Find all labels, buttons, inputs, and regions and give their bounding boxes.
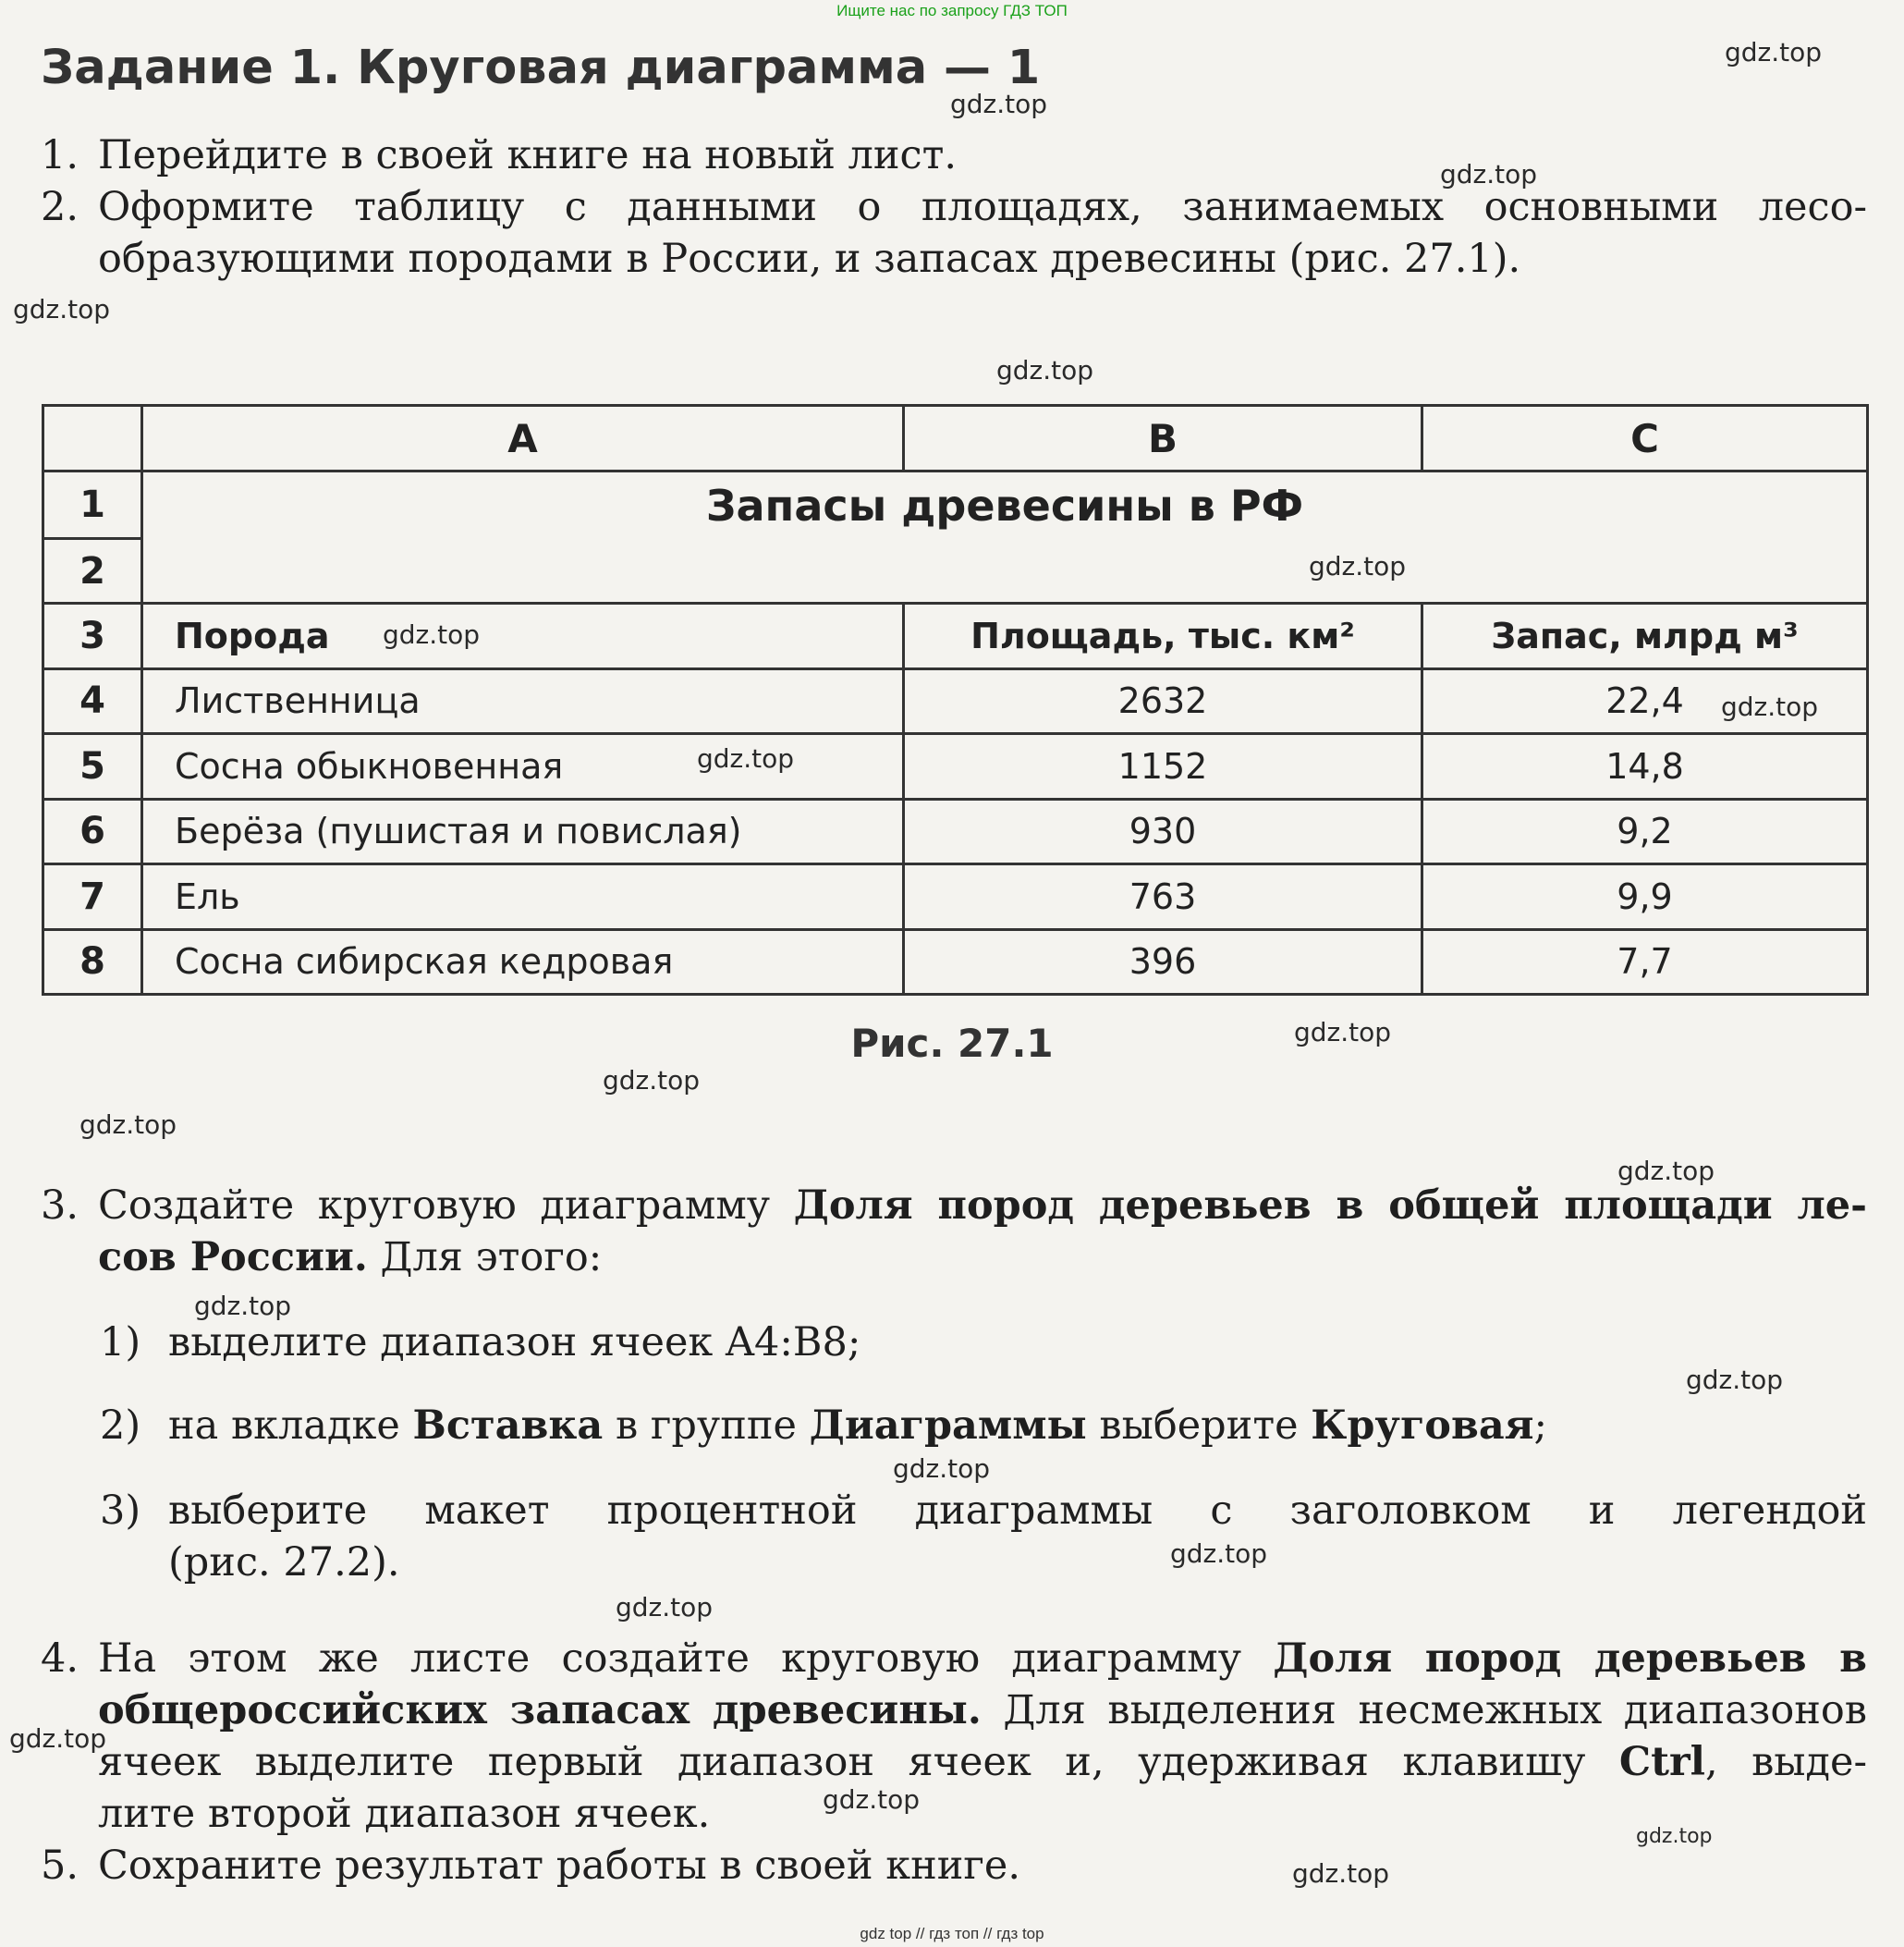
corner-cell	[43, 406, 142, 471]
cell-area: 930	[904, 799, 1422, 863]
text-fragment: на вкладке	[168, 1402, 413, 1449]
figure-caption: Рис. 27.1	[850, 1021, 1054, 1066]
table-row	[43, 734, 1868, 799]
step-4-line-2	[98, 1684, 1867, 1736]
table-row	[43, 471, 1868, 538]
chart-name-stock-end: общероссийских запасах древесины.	[98, 1687, 982, 1733]
watermark: gdz.top	[194, 1291, 292, 1321]
row-number: 6	[43, 799, 142, 863]
cell-area: 396	[904, 929, 1422, 994]
footer: gdz top // гдз топ // гдз top	[860, 1925, 1044, 1942]
cell-stock: 9,2	[1422, 799, 1868, 863]
table-row	[43, 668, 1868, 733]
watermark: gdz.top	[1617, 1156, 1715, 1186]
table-row	[43, 799, 1868, 863]
row-number: 1	[43, 471, 142, 538]
spreadsheet-table	[42, 404, 1869, 996]
cell-stock: 7,7	[1422, 929, 1868, 994]
step-4-line-3	[98, 1736, 1867, 1788]
cell-stock: 9,9	[1422, 864, 1868, 929]
watermark: gdz.top	[1292, 1858, 1390, 1889]
cell-breed: Ель	[142, 864, 904, 929]
substep-2-text	[168, 1400, 1547, 1451]
watermark: gdz.top	[1721, 692, 1819, 722]
header-area: Площадь, тыс. км²	[904, 604, 1422, 668]
cell-area: 1152	[904, 734, 1422, 799]
watermark: gdz.top	[1440, 159, 1538, 190]
step-4-number: 4.	[41, 1635, 79, 1682]
chart-type-pie: Круговая	[1311, 1402, 1534, 1449]
step-3-line-2	[98, 1231, 602, 1283]
watermark: gdz.top	[79, 1109, 177, 1140]
step-5-number: 5.	[41, 1843, 79, 1889]
row-number: 3	[43, 604, 142, 668]
substep-1-number: 1)	[100, 1319, 141, 1365]
chart-name-stock: Доля пород деревьев в	[1273, 1635, 1867, 1682]
step-3-number: 3.	[41, 1182, 79, 1229]
step-5-text: Сохраните результат работы в своей книге.	[98, 1843, 1021, 1889]
watermark: gdz.top	[1309, 551, 1407, 582]
text-fragment: Для выделения несмежных диапазонов	[981, 1687, 1867, 1733]
group-name-charts: Диаграммы	[809, 1402, 1087, 1449]
text-fragment: в группе	[603, 1402, 810, 1449]
watermark: gdz.top	[893, 1453, 991, 1484]
watermark: gdz.top	[996, 355, 1094, 386]
cell-breed: Сосна обыкновенная	[142, 734, 904, 799]
watermark: gdz.top	[1686, 1365, 1784, 1395]
step-2-line-1: Оформите таблицу с данными о площадях, занимаемых основными лесо-	[98, 184, 1867, 230]
row-number: 8	[43, 929, 142, 994]
cell-stock: 14,8	[1422, 734, 1868, 799]
watermark: gdz.top	[950, 89, 1048, 119]
watermark: gdz.top	[383, 619, 481, 650]
substep-3-number: 3)	[100, 1488, 141, 1534]
column-header-row	[43, 406, 1868, 471]
top-banner: Ищите нас по запросу ГДЗ ТОП	[836, 2, 1068, 19]
text-fragment: ячеек выделите первый диапазон ячеек и, удерживая клавишу	[98, 1739, 1619, 1785]
watermark: gdz.top	[697, 743, 795, 774]
watermark: gdz.top	[1294, 1017, 1392, 1047]
header-stock: Запас, млрд м³	[1422, 604, 1868, 668]
row-number: 4	[43, 668, 142, 733]
column-header-a: A	[142, 406, 904, 471]
substep-1-text: выделите диапазон ячеек A4:B8;	[168, 1319, 861, 1365]
table-row	[43, 864, 1868, 929]
chart-name-area: Доля пород деревьев в общей площади ле-	[793, 1182, 1867, 1229]
header-breed: Порода	[142, 604, 904, 668]
step-number: 1.	[41, 132, 79, 178]
watermark: gdz.top	[13, 294, 111, 324]
chart-name-area-end: сов России.	[98, 1234, 368, 1280]
step-2-number: 2.	[41, 184, 79, 230]
watermark: gdz.top	[616, 1592, 714, 1622]
row-number: 7	[43, 864, 142, 929]
table-row	[43, 929, 1868, 994]
text-fragment: , выде-	[1704, 1739, 1867, 1785]
text-fragment: ;	[1533, 1402, 1547, 1449]
column-header-b: B	[904, 406, 1422, 471]
step-4-line-1	[98, 1633, 1867, 1684]
empty-row-cell	[142, 538, 1868, 603]
step-3-line-1	[98, 1180, 1867, 1231]
table-row	[43, 604, 1868, 668]
substep-3-line-1: выберите макет процентной диаграммы с заголовком и легендой	[168, 1488, 1867, 1534]
step-2-line-2: образующими породами в России, и запасах древесины (рис. 27.1).	[98, 236, 1521, 282]
cell-breed: Сосна сибирская кедровая	[142, 929, 904, 994]
watermark: gdz.top	[603, 1065, 701, 1096]
step-3-text: Создайте круговую диаграмму	[98, 1182, 794, 1229]
substep-2-number: 2)	[100, 1402, 141, 1449]
text-fragment: На этом же листе создайте круговую диаграмму	[98, 1635, 1274, 1682]
row-number: 5	[43, 734, 142, 799]
step-text: Перейдите в своей книге на новый лист.	[98, 132, 958, 178]
watermark: gdz.top	[1725, 37, 1823, 67]
tab-name-insert: Вставка	[412, 1402, 604, 1449]
row-number: 2	[43, 538, 142, 603]
cell-breed: Лиственница	[142, 668, 904, 733]
step-1	[41, 129, 958, 181]
cell-stock: 22,4	[1422, 668, 1868, 733]
watermark: gdz.top	[1170, 1538, 1268, 1569]
page-title: Задание 1. Круговая диаграмма — 1	[41, 41, 1041, 95]
watermark: gdz.top	[823, 1784, 921, 1815]
watermark: gdz.top	[1636, 1825, 1713, 1848]
table-row	[43, 538, 1868, 603]
step-4-line-4: лите второй диапазон ячеек.	[98, 1791, 711, 1837]
watermark: gdz.top	[9, 1723, 107, 1754]
text-fragment: выберите	[1086, 1402, 1312, 1449]
cell-area: 763	[904, 864, 1422, 929]
substep-3-line-2: (рис. 27.2).	[168, 1539, 400, 1586]
step-3-text-end: Для этого:	[367, 1234, 603, 1280]
cell-area: 2632	[904, 668, 1422, 733]
key-ctrl: Ctrl	[1618, 1739, 1705, 1785]
column-header-c: C	[1422, 406, 1868, 471]
cell-breed: Берёза (пушистая и повислая)	[142, 799, 904, 863]
sheet-title: Запасы древесины в РФ	[142, 471, 1868, 538]
